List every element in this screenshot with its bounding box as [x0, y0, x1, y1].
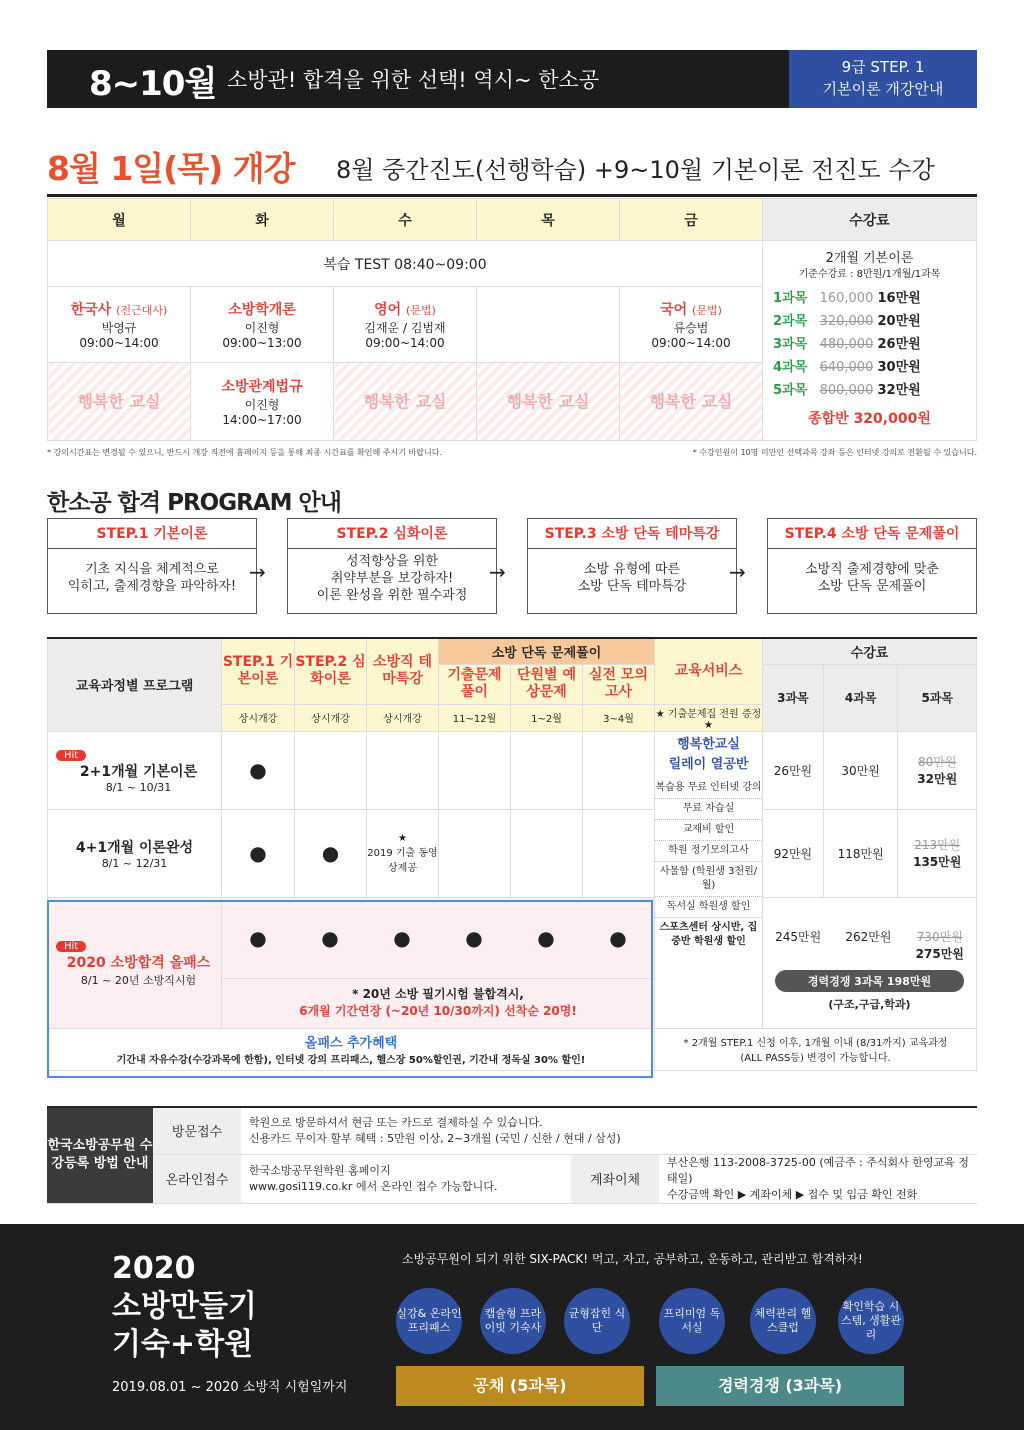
program-title: 한소공 합격 PROGRAM 안내 [47, 490, 341, 516]
step-4: STEP.4 소방 단독 문제풀이 소방직 출제경향에 맞춘 소방 단독 문제풀이 [767, 518, 977, 614]
day-mon: 월 [48, 199, 191, 241]
circle-3: 균형잡힌 식단 [564, 1288, 630, 1354]
day-tue: 화 [191, 199, 334, 241]
happy-fri: 행복한 교실 [620, 363, 763, 441]
arrow-icon: → [489, 560, 506, 584]
arrow-icon: → [729, 560, 746, 584]
schedule-table [47, 198, 977, 441]
subject-thu [477, 287, 620, 363]
badge-career: 경력경쟁 (3과목) [656, 1366, 904, 1406]
day-wed: 수 [334, 199, 477, 241]
header-badge: 9급 STEP. 1 기본이론 개강안내 [789, 50, 977, 108]
circle-1: 실강& 온라인 프리패스 [396, 1288, 462, 1354]
open-subtitle: 8월 중간진도(선행학습) +9~10월 기본이론 전진도 수강 [336, 156, 935, 184]
circle-4: 프리미엄 독서실 [659, 1288, 725, 1354]
step-1: STEP.1 기본이론 기초 지식을 체계적으로 익히고, 출제경향을 파악하자! [47, 518, 257, 614]
subject-tue: 소방학개론 이진형 09:00~13:00 [191, 287, 334, 363]
services: 행복한교실 릴레이 열공반 복습용 무료 인터넷 강의 무료 자습실 교재비 할인 학원 정기모의고사 사물함 (학원생 3천원/월) 독서실 학원생 할인 스포츠센터 상시반, 집중반 학원생 할인 [655, 731, 763, 1028]
program-table: 교육과정별 프로그램 STEP.1 기본이론 STEP.2 심화이론 소방직 테마특강 소방 단독 문제풀이 교육서비스 수강료 기출문제 풀이 단원별 예상문제 실전 모의고사 3과목 4과목 5과목 상시개강 상시개강 상시개강 11~12월 1~2월 3~4월 ★ 기출문제집 전원 증정 ★ Hit 2+1개월 기본이론 8/1 ~ 10/31 ● 행복한교실 릴레이 열공반 복습용 무료 인터넷 강의 무료 자습실 교재비 할인 학원 정기모의고사 사물함 (학원생 3천원/월) 독서실 학원생 할인 스포츠센터 상시반, 집중반 학원생 할인 26만원 30만원 80만원 32만원 4+1개월 이론완성 8/1 ~ 12/31 ● ● ★ 2019 기출 동영상제공 92만원 118만원 213만원 135만원 Hit 2020 소방합격 올패스 8/1 ~ 20년 소방직시험 ● ● ● ● ● ● * 20년 소방 필기시험 불합격시, 6개월 기간연장 (~20년 10/30까지) 선착순 20명! 245만원 262만원 730만원 275만원 경력경쟁 3과목 198만원 (구조,구급,학과) 올패스 추가혜택 기간내 자유수강(수강과목에 한함), 인터넷 강의 프리패스, 헬스장 50%할인권, 기간내 정독실 30% 할인! * 2개월 STEP.1 신청 이후, 1개월 이내 (8/31까지) 교육과정(ALL PASS등) 변경이 가능합니다. [47, 637, 977, 1071]
divider [47, 194, 977, 197]
fee-head: 수강료 [763, 199, 977, 241]
header-months: 8~10월 [89, 64, 217, 104]
day-thu: 목 [477, 199, 620, 241]
registration-table: 한국소방공무원 수강등록 방법 안내 방문접수 학원으로 방문하셔서 현금 또는 카드로 결제하실 수 있습니다. 신용카드 무이자 할부 혜택 : 5만원 이상, 2~3개월 (국민 / 신한 / 현대 / 삼성) 온라인접수 한국소방공무원학원 홈페이지 www.gosi119.co.kr 에서 온라인 접수 가능합니다. 계좌이체 부산은행 113-2008-3725-00 (예금주 : 주식회사 한영교육 정태일) 수강금액 확인 ▶ 계좌이체 ▶ 접수 및 입금 확인 전화 [47, 1106, 977, 1204]
review-test: 복습 TEST 08:40~09:00 [48, 241, 763, 287]
footer: 2020 소방만들기 기숙+학원 2019.08.01 ~ 2020 소방직 시험일까지 소방공무원이 되기 위한 SIX-PACK! 먹고, 자고, 공부하고, 운동하고, 관리받고 합격하자! 실강& 온라인 프리패스 캡슐형 프라이빗 기숙사 균형잡힌 식단 프리미엄 독서실 체력관리 헬스클럽 확인학습 시스템, 생활관리 공채 (5과목) 경력경쟁 (3과목) [0, 1224, 1024, 1430]
happy-mon: 행복한 교실 [48, 363, 191, 441]
day-fri: 금 [620, 199, 763, 241]
circle-5: 체력관리 헬스클럽 [750, 1288, 816, 1354]
subject-tue2: 소방관계법규 이진형 14:00~17:00 [191, 363, 334, 441]
subject-wed: 영어 (문법) 김재운 / 김범재 09:00~14:00 [334, 287, 477, 363]
fee-box: 2개월 기본이론 기준수강료 : 8만원/1개월/1과목 1과목 160,000 16만원 2과목 320,000 20만원 3과목 480,000 26만원 4과목 640,000 30만원 5과목 800,000 32만원 종합반 320,000원 [763, 241, 977, 441]
note-left: * 강의시간표는 변경될 수 있으니, 반드시 개강 직전에 홈페이지 등을 통해 최종 시간표를 확인해 주시기 바랍니다. [47, 448, 442, 457]
allpass-highlight [47, 900, 653, 1078]
subject-fri: 국어 (문법) 류승범 09:00~14:00 [620, 287, 763, 363]
happy-wed: 행복한 교실 [334, 363, 477, 441]
open-date: 8월 1일(목) 개강 [47, 149, 295, 188]
header-bar [47, 50, 977, 108]
step-3: STEP.3 소방 단독 테마특강 소방 유형에 따른 소방 단독 테마특강 [527, 518, 737, 614]
circle-2: 캡슐형 프라이빗 기숙사 [480, 1288, 546, 1354]
subject-mon: 한국사 (전근대사) 박영규 09:00~14:00 [48, 287, 191, 363]
badge-gongchae: 공채 (5과목) [396, 1366, 644, 1406]
happy-thu: 행복한 교실 [477, 363, 620, 441]
arrow-icon: → [249, 560, 266, 584]
note-right: * 수강인원이 10명 미만인 선택과목 강좌 등은 인터넷 강의로 전환될 수 있습니다. [692, 448, 977, 457]
header-slogan: 소방관! 합격을 위한 선택! 역시~ 한소공 [227, 68, 600, 92]
circle-6: 확인학습 시스템, 생활관리 [838, 1288, 904, 1354]
step-2: STEP.2 심화이론 성적향상을 위한 취약부분을 보강하자! 이론 완성을 위한 필수과정 [287, 518, 497, 614]
